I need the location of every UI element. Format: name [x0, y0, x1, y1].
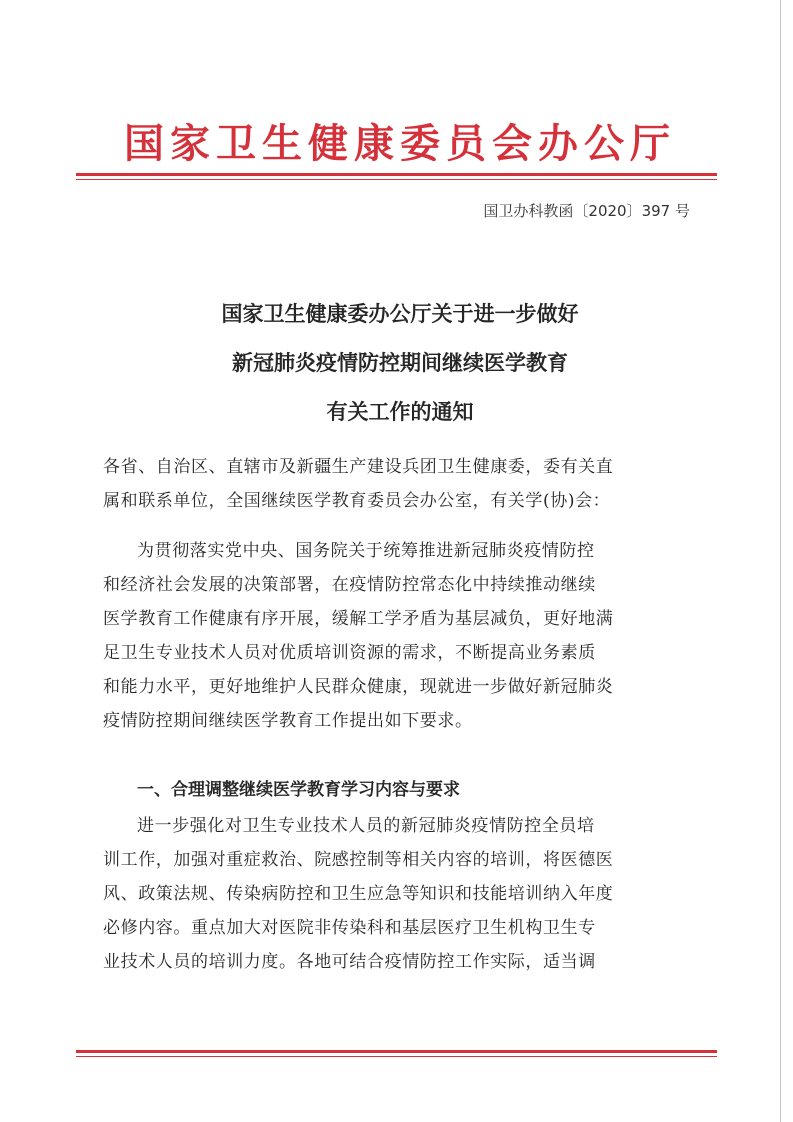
recipients-line: 各省、自治区、直辖市及新疆生产建设兵团卫生健康委，委有关直 [103, 457, 614, 477]
section-1-line: 进一步强化对卫生专业技术人员的新冠肺炎疫情防控全员培 [137, 816, 595, 836]
title-line-3: 有关工作的通知 [326, 400, 474, 424]
section-1-line: 风、政策法规、传染病防控和卫生应急等知识和技能培训纳入年度 [103, 884, 614, 904]
intro-line: 足卫生专业技术人员对优质培训资源的需求，不断提高业务素质 [103, 643, 596, 663]
section-1-heading: 一、合理调整继续医学教育学习内容与要求 [137, 780, 460, 800]
footer-red-rule-thick [76, 1050, 717, 1053]
section-1-line: 训工作，加强对重症救治、院感控制等相关内容的培训，将医德医 [103, 850, 614, 870]
letterhead-red-rule-thin [76, 179, 717, 180]
section-1-line: 必修内容。重点加大对医院非传染科和基层医疗卫生机构卫生专 [103, 918, 596, 938]
intro-line: 医学教育工作健康有序开展，缓解工学矛盾为基层减负，更好地满 [103, 609, 614, 629]
letterhead-agency-name: 国家卫生健康委员会办公厅 [124, 120, 676, 167]
footer-red-rule-thin [76, 1056, 717, 1057]
document-number: 国卫办科教函〔2020〕397 号 [483, 202, 690, 220]
intro-line: 疫情防控期间继续医学教育工作提出如下要求。 [103, 711, 473, 731]
recipients-line: 属和联系单位，全国继续医学教育委员会办公室，有关学(协)会： [103, 491, 611, 511]
title-line-1: 国家卫生健康委办公厅关于进一步做好 [221, 302, 579, 326]
section-1-line: 业技术人员的培训力度。各地可结合疫情防控工作实际，适当调 [103, 952, 596, 972]
intro-line: 和能力水平，更好地维护人民群众健康，现就进一步做好新冠肺炎 [103, 677, 614, 697]
section-1-paragraph [103, 809, 693, 979]
letterhead-red-rule-thick [76, 173, 717, 176]
recipients-paragraph [103, 450, 693, 518]
intro-line: 为贯彻落实党中央、国务院关于统筹推进新冠肺炎疫情防控 [137, 541, 595, 561]
intro-line: 和经济社会发展的决策部署，在疫情防控常态化中持续推动继续 [103, 575, 596, 595]
intro-paragraph [103, 534, 693, 738]
title-line-2: 新冠肺炎疫情防控期间继续医学教育 [232, 351, 568, 375]
scan-edge-line [780, 0, 781, 1122]
